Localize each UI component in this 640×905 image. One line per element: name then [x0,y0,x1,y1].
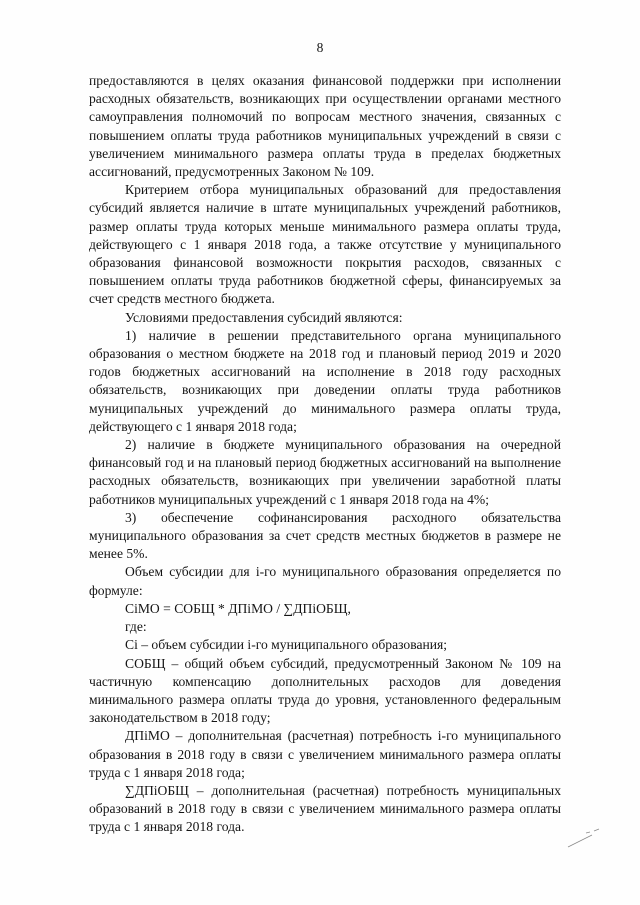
paragraph-condition-2: 2) наличие в бюджете муниципального образования на очередной финансовый год и на плановый период бюджетных ассигнований на выполнение расходных обязательств, возникающих при увеличении заработной платы работников муниципальных учреждений с 1 января 2018 года на 4%; [89,437,561,507]
paragraph-subsidy-volume: Объем субсидии для i-го муниципального образования определяется по формуле: [89,564,561,598]
paragraph-condition-3: 3) обеспечение софинансирования расходного обязательства муниципального образования за счет средств местных бюджетов в размере не менее 5%. [89,509,561,562]
definition-ci: Сi – объем субсидии i-го муниципального образования; [125,637,448,653]
document-body [89,72,561,837]
formula-where: где: [125,619,147,635]
paragraph-selection-criterion: Критерием отбора муниципальных образований для предоставления субсидий является наличие в штате муниципальных учреждений работников, размер оплаты труда которых меньше минимального размера оплаты труда, действующего с 1 января 2018 года, а также отсутствие у муниципального образования финансовой возможности покрытия расходов, связанных с повышением оплаты труда работников бюджетной сферы, финансируемых за счет средств местного бюджета. [89,182,561,307]
pen-mark-icon [566,827,602,851]
page-number: 8 [316,40,324,55]
definition-sum-dpiobshch: ∑ДПiОБЩ – дополнительная (расчетная) потребность муниципальных образований в 2018 году в связи с увеличением минимального размера оплаты труда с 1 января 2018 года. [89,782,561,835]
definition-cobshch: СОБЩ – общий объем субсидий, предусмотренный Законом № 109 на частичную компенсацию дополнительных расходов для доведения минимального размера оплаты труда до уровня, установленного федеральным законодательством в 2018 году; [89,655,561,726]
subsidy-formula: СiМО = СОБЩ * ДПiМО / ∑ДПiОБЩ, [125,600,351,616]
paragraph-condition-1: 1) наличие в решении представительного органа муниципального образования о местном бюджете на 2018 год и плановый период 2019 и 2020 годов бюджетных ассигнований на исполнение в 2018 году расходных обязательств, возникающих при доведении оплаты труда работников муниципальных учреждений до минимального размера оплаты труда, действующего с 1 января 2018 года; [89,327,561,434]
paragraph-intro: предоставляются в целях оказания финансовой поддержки при исполнении расходных обязательств, возникающих при осуществлении органами местного самоуправления полномочий по вопросам местного значения, связанных с повышением оплаты труда работников муниципальных учреждений в связи с увеличением минимального размера оплаты труда в пределах бюджетных ассигнований, предусмотренных Законом № 109. [89,73,561,180]
paragraph-conditions-heading: Условиями предоставления субсидий являются: [125,309,403,325]
definition-dpimo: ДПiМО – дополнительная (расчетная) потребность i-го муниципального образования в 2018 году в связи с увеличением минимального размера оплаты труда с 1 января 2018 года; [89,728,561,780]
